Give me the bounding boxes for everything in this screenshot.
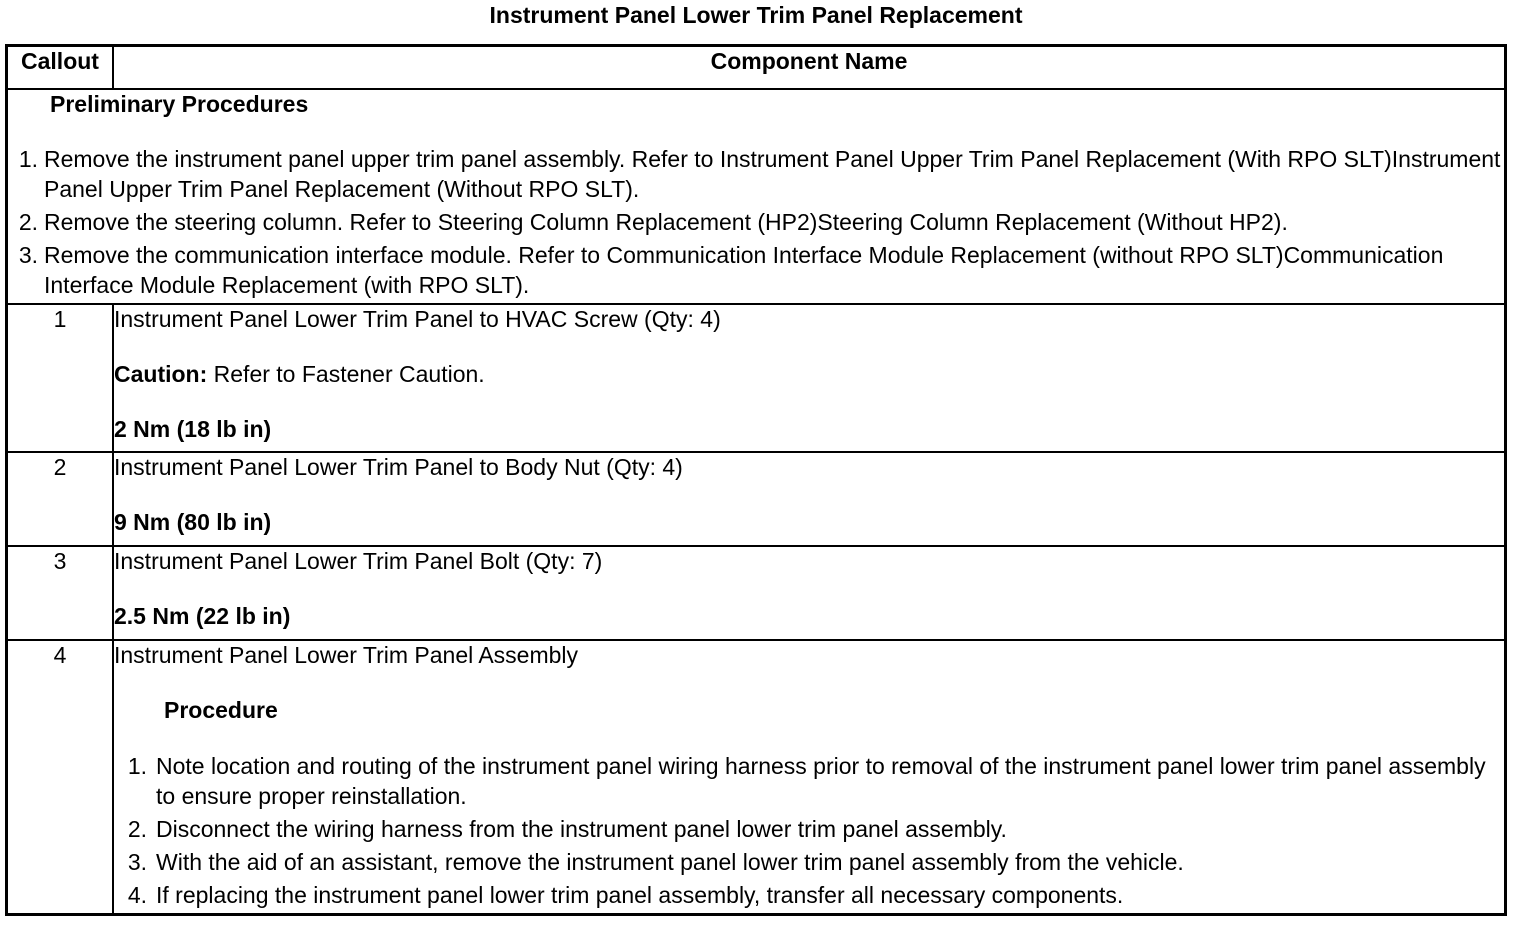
- page-title: Instrument Panel Lower Trim Panel Replacement: [489, 2, 1023, 28]
- caution-label: Caution:: [114, 361, 208, 387]
- step-text: Remove the instrument panel upper trim panel assembly. Refer to Instrument Panel Upper Trim Panel Replacement (With RPO SLT)Instrument Panel Upper Trim Panel Replacement (Without RPO SLT).: [44, 146, 1501, 202]
- step-number: 1.: [18, 146, 38, 172]
- component-name: Instrument Panel Lower Trim Panel Assembly: [114, 642, 579, 668]
- step-number: 4.: [127, 882, 147, 908]
- step-number: 3.: [18, 242, 38, 268]
- procedure-step: [114, 751, 1504, 811]
- preliminary-cell: [7, 89, 1506, 304]
- step-number: 2.: [18, 209, 38, 235]
- caution-text: Refer to Fastener Caution.: [207, 361, 485, 387]
- preliminary-step: [8, 240, 1504, 300]
- procedure-step: [114, 814, 1504, 844]
- header-component-name: Component Name: [113, 46, 1506, 90]
- header-callout: Callout: [7, 46, 114, 90]
- caution-note: [114, 360, 1504, 389]
- component-name: Instrument Panel Lower Trim Panel to Body Nut (Qty: 4): [114, 454, 683, 480]
- preliminary-step: [8, 144, 1504, 204]
- procedure-steps: [114, 751, 1504, 910]
- step-text: Remove the steering column. Refer to Steering Column Replacement (HP2)Steering Column Replacement (Without HP2).: [44, 209, 1288, 235]
- step-text: If replacing the instrument panel lower trim panel assembly, transfer all necessary components.: [156, 882, 1124, 908]
- torque-spec: 9 Nm (80 lb in): [114, 509, 272, 535]
- component-name: Instrument Panel Lower Trim Panel Bolt (Qty: 7): [114, 548, 603, 574]
- step-text: Disconnect the wiring harness from the instrument panel lower trim panel assembly.: [156, 816, 1007, 842]
- procedure-step: [114, 880, 1504, 910]
- step-text: With the aid of an assistant, remove the instrument panel lower trim panel assembly from the vehicle.: [156, 849, 1184, 875]
- preliminary-step: [8, 207, 1504, 237]
- procedure-table: [5, 44, 1507, 916]
- step-number: 1.: [127, 753, 147, 779]
- step-text: Note location and routing of the instrument panel wiring harness prior to removal of the instrument panel lower trim panel assembly to ensure proper reinstallation.: [156, 753, 1486, 809]
- procedure-heading: Procedure: [164, 697, 278, 723]
- callout-number: 1: [7, 304, 114, 452]
- table-row: [7, 452, 1506, 546]
- component-cell: [113, 304, 1506, 452]
- callout-number: 4: [7, 640, 114, 915]
- torque-spec: 2.5 Nm (22 lb in): [114, 603, 291, 629]
- component-name: Instrument Panel Lower Trim Panel to HVAC Screw (Qty: 4): [114, 306, 721, 332]
- preliminary-heading: Preliminary Procedures: [50, 91, 309, 117]
- torque-spec: 2 Nm (18 lb in): [114, 416, 272, 442]
- preliminary-steps: [8, 144, 1504, 300]
- preliminary-row: [7, 89, 1506, 304]
- table-row: [7, 640, 1506, 915]
- component-cell: [113, 546, 1506, 640]
- callout-number: 3: [7, 546, 114, 640]
- procedure-step: [114, 847, 1504, 877]
- component-cell: [113, 452, 1506, 546]
- step-number: 2.: [127, 816, 147, 842]
- component-cell: [113, 640, 1506, 915]
- callout-number: 2: [7, 452, 114, 546]
- table-header-row: [7, 46, 1506, 90]
- step-text: Remove the communication interface module. Refer to Communication Interface Module Replacement (without RPO SLT)Communication Interface Module Replacement (with RPO SLT).: [44, 242, 1444, 298]
- step-number: 3.: [127, 849, 147, 875]
- table-row: [7, 546, 1506, 640]
- table-row: [7, 304, 1506, 452]
